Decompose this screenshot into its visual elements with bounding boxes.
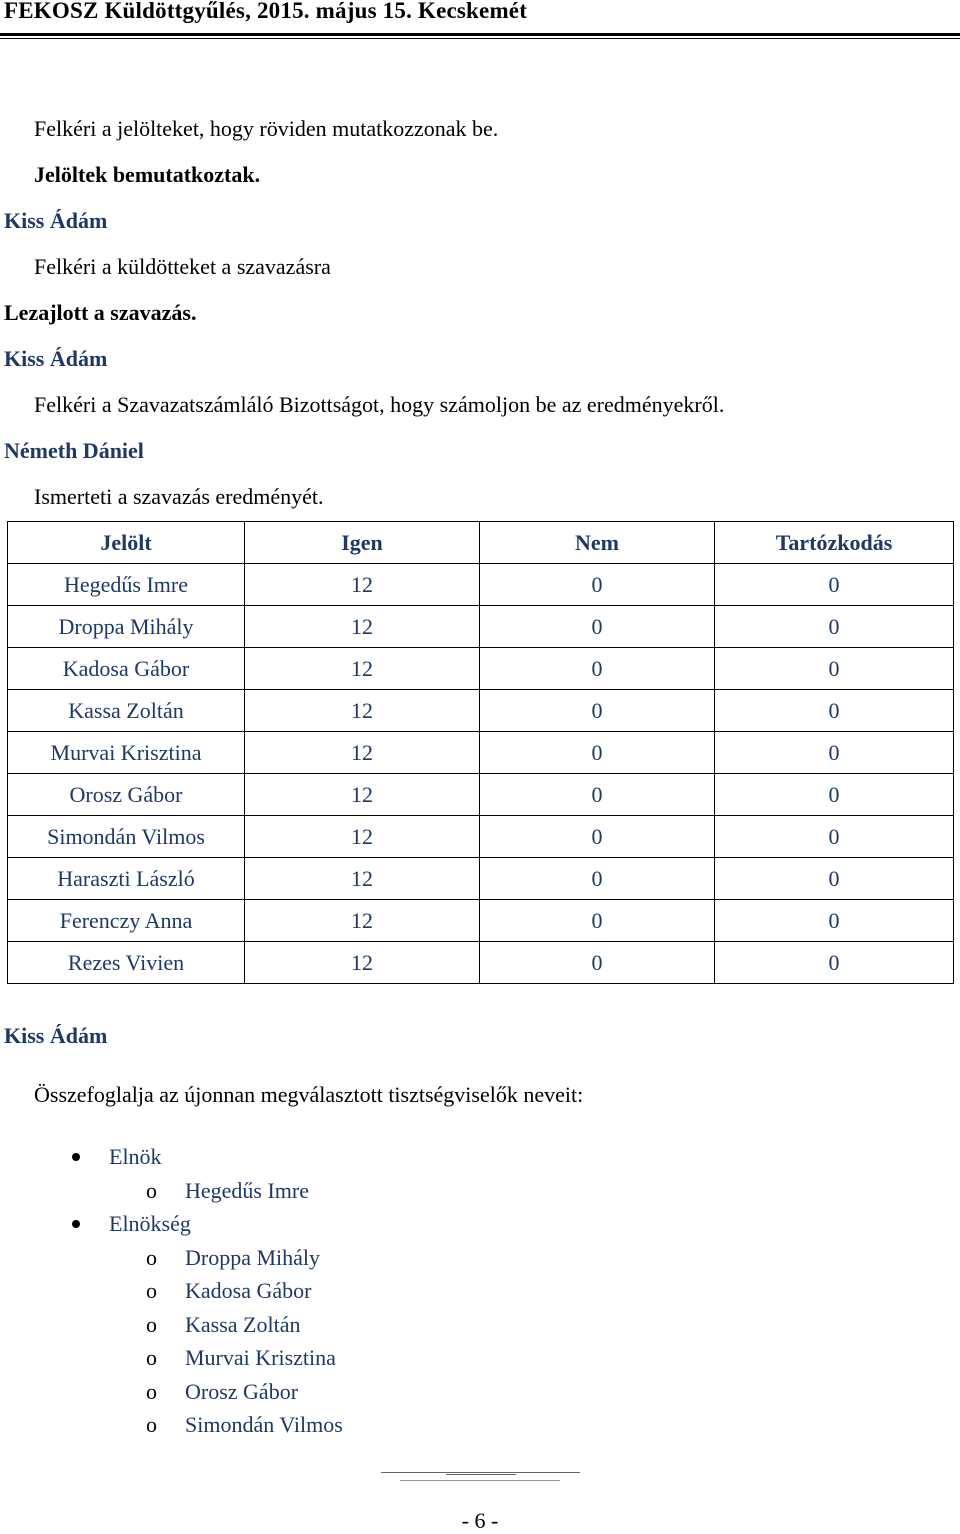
speaker-name: Kiss Ádám (4, 208, 108, 233)
list-item (109, 1274, 343, 1308)
paragraph-request-report: Felkéri a Szavazatszámláló Bizottságot, hogy számoljon be az eredményekről. (34, 392, 725, 417)
list-item (109, 1241, 343, 1275)
list-item-board (0, 1207, 343, 1442)
footer-rule (381, 1472, 580, 1473)
table-row (8, 564, 954, 606)
abstain-cell: 0 (715, 900, 954, 942)
no-cell: 0 (480, 648, 715, 690)
column-header-abstain: Tartózkodás (715, 522, 954, 564)
footer-rule (446, 1474, 516, 1475)
yes-cell: 12 (245, 606, 480, 648)
board-sublist (109, 1241, 343, 1442)
table-row (8, 606, 954, 648)
paragraph-call-to-vote: Felkéri a küldötteket a szavazásra (34, 254, 331, 279)
table-row (8, 900, 954, 942)
abstain-cell: 0 (715, 732, 954, 774)
list-item (109, 1308, 343, 1342)
speaker-name: Németh Dániel (4, 438, 144, 463)
paragraph-results-presented: Ismerteti a szavazás eredményét. (34, 484, 324, 509)
no-cell: 0 (480, 816, 715, 858)
yes-cell: 12 (245, 858, 480, 900)
paragraph-candidates-introduced: Jelöltek bemutatkoztak. (34, 162, 261, 187)
yes-cell: 12 (245, 774, 480, 816)
officer-name: Murvai Krisztina (185, 1345, 336, 1370)
list-item (109, 1174, 343, 1208)
page-header (0, 0, 960, 38)
header-rule (0, 33, 960, 36)
yes-cell: 12 (245, 732, 480, 774)
officer-name: Kadosa Gábor (185, 1278, 312, 1303)
table-row (8, 690, 954, 732)
abstain-cell: 0 (715, 690, 954, 732)
no-cell: 0 (480, 774, 715, 816)
officer-name: Kassa Zoltán (185, 1311, 301, 1337)
paragraph-summary: Összefoglalja az újonnan megválasztott tisztségviselők neveit: (34, 1082, 584, 1107)
table-row (8, 858, 954, 900)
officer-name: Droppa Mihály (185, 1244, 321, 1270)
paragraph-vote-held: Lezajlott a szavazás. (4, 300, 197, 325)
footer-rule (400, 1480, 560, 1481)
candidate-cell: Kadosa Gábor (8, 648, 245, 690)
column-header-no: Nem (480, 522, 715, 564)
president-sublist (109, 1174, 343, 1208)
candidate-cell: Murvai Krisztina (8, 732, 245, 774)
candidate-cell: Rezes Vivien (8, 942, 245, 984)
officers-list (0, 1140, 343, 1442)
abstain-cell: 0 (715, 564, 954, 606)
table-row (8, 816, 954, 858)
candidate-cell: Kassa Zoltán (8, 690, 245, 732)
yes-cell: 12 (245, 648, 480, 690)
list-item-president (0, 1140, 343, 1207)
no-cell: 0 (480, 732, 715, 774)
officer-name: Orosz Gábor (185, 1378, 299, 1404)
list-item (109, 1375, 343, 1409)
abstain-cell: 0 (715, 858, 954, 900)
yes-cell: 12 (245, 816, 480, 858)
candidate-cell: Simondán Vilmos (8, 816, 245, 858)
yes-cell: 12 (245, 690, 480, 732)
table-row (8, 942, 954, 984)
president-label: Elnök (109, 1144, 162, 1169)
yes-cell: 12 (245, 564, 480, 606)
candidate-cell: Haraszti László (8, 858, 245, 900)
table-row (8, 774, 954, 816)
speaker-name: Kiss Ádám (4, 1023, 108, 1048)
no-cell: 0 (480, 606, 715, 648)
paragraph-invite-candidates: Felkéri a jelölteket, hogy röviden mutatkozzonak be. (34, 116, 499, 141)
abstain-cell: 0 (715, 774, 954, 816)
no-cell: 0 (480, 690, 715, 732)
vote-results-table (7, 521, 954, 984)
no-cell: 0 (480, 858, 715, 900)
abstain-cell: 0 (715, 942, 954, 984)
candidate-cell: Ferenczy Anna (8, 900, 245, 942)
no-cell: 0 (480, 564, 715, 606)
header-rule-thin (0, 38, 960, 39)
officer-name: Simondán Vilmos (185, 1412, 343, 1437)
candidate-cell: Orosz Gábor (8, 774, 245, 816)
speaker-name: Kiss Ádám (4, 346, 108, 371)
list-item (109, 1341, 343, 1375)
table-header-row (8, 522, 954, 564)
column-header-candidate: Jelölt (8, 522, 245, 564)
abstain-cell: 0 (715, 816, 954, 858)
list-item (109, 1408, 343, 1442)
no-cell: 0 (480, 900, 715, 942)
header-title: FEKOSZ Küldöttgyűlés, 2015. május 15. Kecskemét (4, 0, 528, 23)
abstain-cell: 0 (715, 648, 954, 690)
officer-name: Hegedűs Imre (185, 1177, 310, 1203)
candidate-cell: Hegedűs Imre (8, 564, 245, 606)
table-row (8, 732, 954, 774)
yes-cell: 12 (245, 942, 480, 984)
abstain-cell: 0 (715, 606, 954, 648)
candidate-cell: Droppa Mihály (8, 606, 245, 648)
board-label: Elnökség (109, 1211, 191, 1236)
page-number: - 6 - (461, 1508, 499, 1533)
column-header-yes: Igen (245, 522, 480, 564)
yes-cell: 12 (245, 900, 480, 942)
no-cell: 0 (480, 942, 715, 984)
table-row (8, 648, 954, 690)
